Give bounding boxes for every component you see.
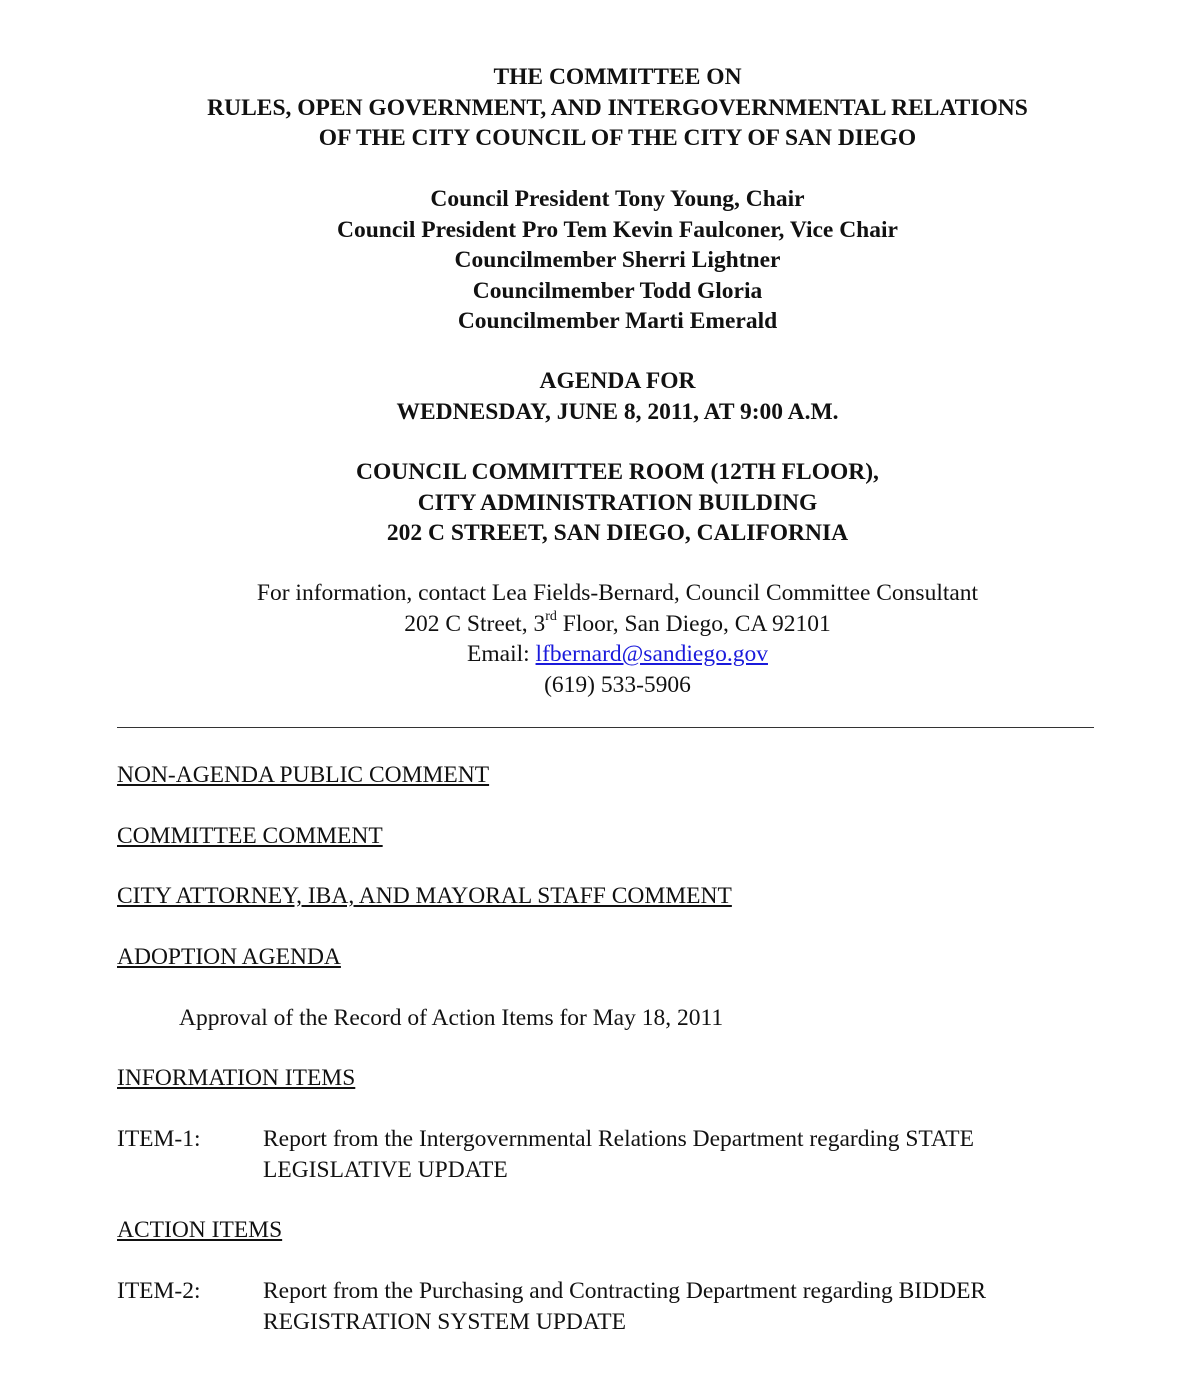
contact-address	[0, 609, 1200, 640]
address-prefix: 202 C Street, 3	[404, 610, 546, 637]
meeting-datetime: WEDNESDAY, JUNE 8, 2011, AT 9:00 A.M.	[396, 398, 839, 425]
location-line: CITY ADMINISTRATION BUILDING	[417, 489, 818, 516]
section-adoption-agenda: ADOPTION AGENDA	[117, 944, 341, 970]
section-action-items: ACTION ITEMS	[117, 1217, 283, 1243]
item-number: ITEM-2:	[117, 1278, 201, 1304]
member: Councilmember Todd Gloria	[472, 277, 763, 304]
agenda-label: AGENDA FOR	[539, 368, 696, 394]
member: Councilmember Marti Emerald	[457, 308, 778, 334]
agenda-date	[0, 366, 1200, 427]
member-vice-chair: Council President Pro Tem Kevin Faulconer, Vice Chair	[337, 216, 898, 243]
address-sup: rd	[545, 608, 557, 624]
item-number: ITEM-1:	[117, 1126, 201, 1152]
committee-title	[0, 62, 1200, 154]
location-line: 202 C STREET, SAN DIEGO, CALIFORNIA	[386, 520, 849, 546]
meeting-location	[0, 457, 1200, 549]
section-non-agenda-comment: NON-AGENDA PUBLIC COMMENT	[117, 762, 490, 788]
title-line: OF THE CITY COUNCIL OF THE CITY OF SAN DIEGO	[318, 125, 917, 151]
section-staff-comment: CITY ATTORNEY, IBA, AND MAYORAL STAFF COMMENT	[117, 883, 732, 909]
title-line: THE COMMITTEE ON	[493, 64, 742, 90]
title-line: RULES, OPEN GOVERNMENT, AND INTERGOVERNMENTAL RELATIONS	[207, 94, 1028, 121]
member-chair: Council President Tony Young, Chair	[430, 186, 805, 212]
item-description: Report from the Intergovernmental Relations Department regarding STATE LEGISLATIVE UPDATE	[263, 1126, 974, 1183]
section-committee-comment: COMMITTEE COMMENT	[117, 823, 383, 849]
adoption-item: Approval of the Record of Action Items for May 18, 2011	[179, 1005, 724, 1031]
member: Councilmember Sherri Lightner	[454, 247, 781, 273]
contact-info	[0, 578, 1200, 700]
committee-members	[0, 184, 1200, 337]
contact-phone: (619) 533-5906	[544, 671, 691, 698]
email-link[interactable]: lfbernard@sandiego.gov	[535, 641, 768, 667]
contact-email-line	[0, 639, 1200, 670]
contact-line: For information, contact Lea Fields-Bernard, Council Committee Consultant	[256, 580, 979, 606]
email-label: Email:	[467, 641, 536, 667]
address-suffix: Floor, San Diego, CA 92101	[556, 610, 831, 637]
divider	[117, 727, 1094, 728]
location-line: COUNCIL COMMITTEE ROOM (12TH FLOOR),	[356, 459, 879, 485]
section-information-items: INFORMATION ITEMS	[117, 1065, 356, 1091]
item-description: Report from the Purchasing and Contracting Department regarding BIDDER REGISTRATION SYSTEM UPDATE	[263, 1278, 987, 1335]
